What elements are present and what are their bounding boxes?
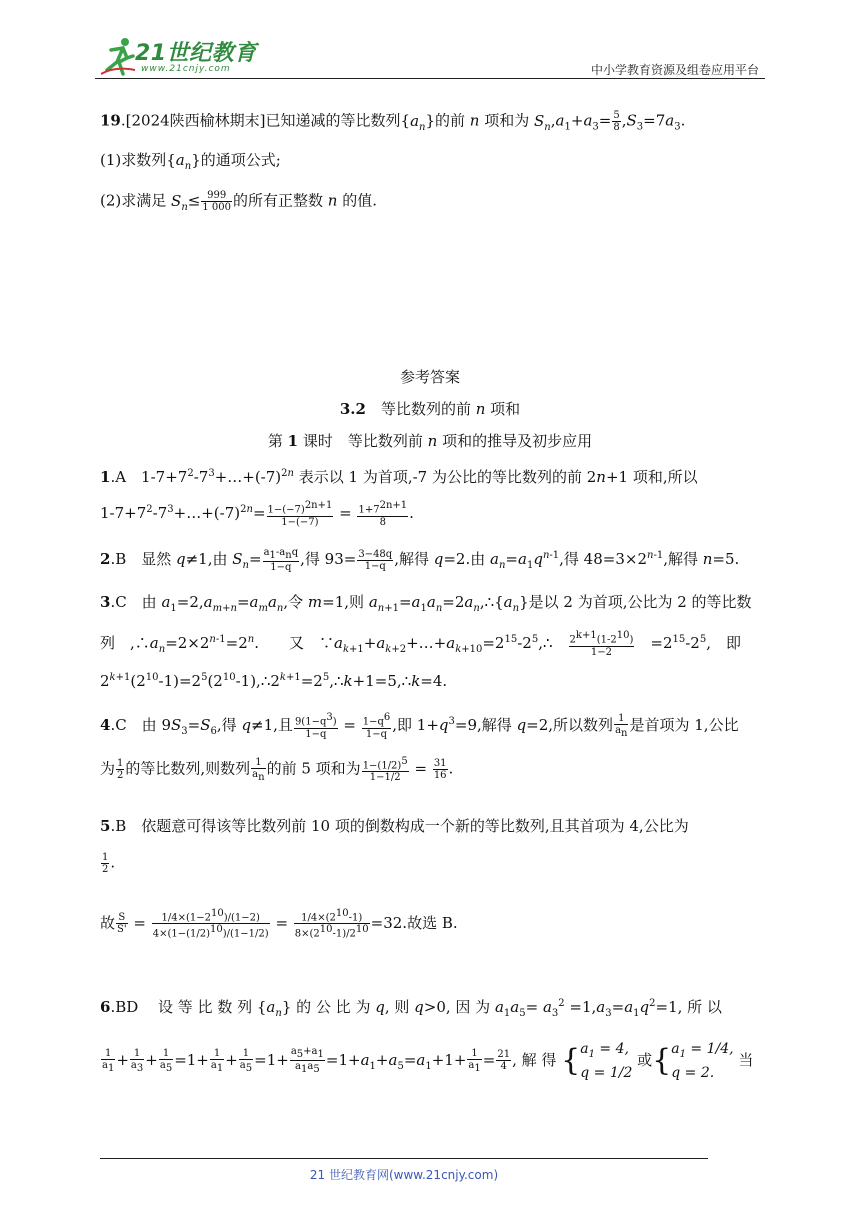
runner-logo-icon [101, 36, 135, 76]
answer-6-line2: $\frac{1}{a_1}$ + $\frac{1}{a_3}$ + $\frac{1}{a_5}$ =1+ $\frac{1}{a_1}$ + $\frac{1}{a_5}$ =1+ $\frac{a_5+a_1}{a_1a_5}$ $=1+a_1+a_5=a_1+1+$ $\frac{1}{a_1}$ = $\frac{21}{4}$ , 解 得 {$a_1 = 4$, q = 1/2 或{$a_1 = 1/4$, q = 2. 当 [102, 1041, 754, 1081]
answer-5-line2: $\frac{1}{2}$ . [102, 852, 116, 875]
question-19-part2: (2)求满足 $S_n\le$ $\frac{999}{1 000}$ 的所有正整数 n 的值. [100, 190, 377, 213]
question-19-stem: 19.[2024陕西榆林期末]已知递减的等比数列$\{a_n\}$的前 n 项和为 $S_n,a_1+a_3=$ $\frac{5}{8}$ $,S_3=7a_3$. [100, 110, 686, 133]
answer-1-line1: 1.A $1-7+7^2-7^3+\dots+(-7)^{2n}$ 表示以 1 为首项,-7 为公比的等比数列的前 2n+1 项和,所以 [100, 468, 698, 486]
question-number: 19 [100, 111, 121, 130]
answers-title: 参考答案 [399, 368, 460, 386]
logo-subtext: www.21cnjy.com [141, 64, 231, 74]
footer-divider [100, 1158, 708, 1159]
logo [95, 36, 265, 80]
question-19-part1: (1)求数列$\{a_n\}$的通项公式; [100, 151, 281, 172]
footer-text: 21 世纪教育网(www.21cnjy.com) [309, 1168, 499, 1182]
answer-4-line1: 4.C 由 $9S_3=S_6$,得 q≠1,且 $\frac{9(1-q^3)}{1-q}$ = $\frac{1-q^6}{1-q}$ ,即 $1+q^3=9$,解得 q=2,所以数列 $\frac{1}{a_n}$ 是首项为 1,公比 [100, 712, 739, 740]
answer-3-line1: 3.C 由 $a_1=2,a_{m+n}=a_ma_n$,令 m=1,则 $a_{n+1}=a_1a_n=2a_n,\therefore\{a_n\}$是以 2 为首项,公比为 2 的等比数 [100, 593, 752, 614]
answer-1-line2: $1-7+7^2-7^3+\dots+(-7)^{2n}=$ $\frac{1-(-7)^{2n+1}}{1-(-7)}$ = $\frac{1+7^{2n+1}}{8}$ . [100, 500, 414, 528]
answer-3-line3: $2^{k+1}(2^{10}-1)=2^5(2^{10}-1),\therefore 2^{k+1}=2^5,\therefore k+1=5,\therefore k=4$. [100, 672, 448, 690]
logo-text: 21世纪教育 [135, 41, 257, 66]
answer-2-line1: 2.B 显然 q≠1,由 $S_n=$ $\frac{a_1-a_nq}{1-q}$ ,得 93= $\frac{3-48q}{1-q}$ ,解得 q=2.由 $a_n=a_1q^{n-1}$,得 $48=3\times 2^{n-1}$,解得 n=5. [100, 547, 740, 573]
answer-4-line2: 为 $\frac{1}{2}$ 的等比数列,则数列 $\frac{1}{a_n}$ 的前 5 项和为 $\frac{1-(1/2)^5}{1-1/2}$ = $\frac{31}{16}$ . [100, 756, 454, 784]
answer-6-line1: 6.BD 设 等 比 数 列 $\{a_n\}$ 的 公 比 为 q, 则 q>0, 因 为 $a_1a_5= a_3^2 =1,a_3=a_1q^2=1$, 所 以 [100, 998, 722, 1019]
header-divider [95, 78, 765, 79]
answer-3-line2: 列 $,\therefore a_n=2\times 2^{n-1}=2^n$. 又 $\because a_{k+1}+a_{k+2}+\dots+a_{k+10}=2^{15}-2^5,\therefore$ $\frac{2^{k+1}(1-2^{10})}{1-2}$ $=2^{15}-2^5$, 即 [100, 630, 742, 658]
section-title: 3.2 等比数列的前 n 项和 [339, 400, 521, 418]
platform-name: 中小学教育资源及组卷应用平台 [590, 63, 759, 77]
answer-5-line1: 5.B 依题意可得该等比数列前 10 项的倒数构成一个新的等比数列,且其首项为 4,公比为 [100, 817, 689, 835]
lesson-title: 第 1 课时 等比数列前 n 项和的推导及初步应用 [267, 432, 593, 450]
page-header [95, 28, 765, 80]
answer-5-line3: 故 $\frac{S}{S'}$ = $\frac{1/4\times(1-2^{10})/(1-2)}{4\times(1-(1/2)^{10})/(1-1/2)}$ = $\frac{1/4\times(2^{10}-1)}{8\times(2^{10}-1)/2^{10}}$ =32.故选 B. [100, 908, 458, 940]
